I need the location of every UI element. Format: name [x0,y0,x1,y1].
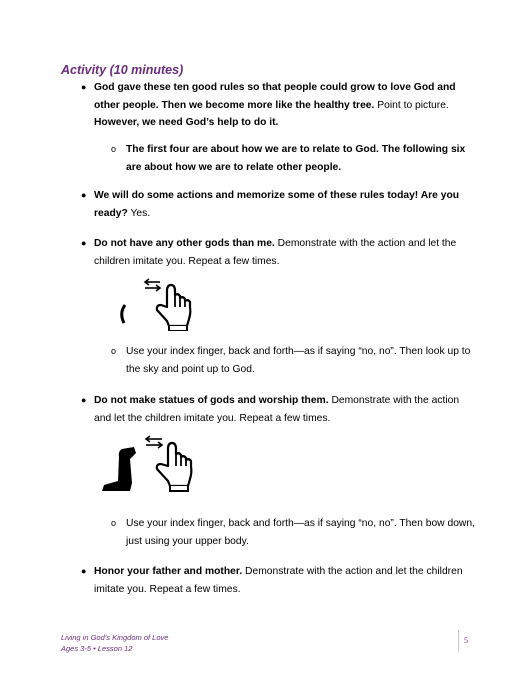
item-text: Yes. [127,207,151,219]
list-item [126,515,476,550]
bullet-icon: ● [81,82,87,92]
list-item [94,563,474,598]
item-text: Demonstrate with the action and let the children imitate you. Repeat a few times. [94,395,460,424]
bowing-figure-finger-wag-icon [100,433,195,493]
bullet-icon: ● [81,395,87,405]
item-bold-text: Do not make statues of gods and worship them. [94,395,329,406]
sub-bullet-icon: o [111,518,117,528]
item-text: Point to picture. [374,99,449,111]
item-bold-text: However, we need God’s help to do it. [94,117,279,128]
item-text: Use your index finger, back and forth—as if saying “no, no”. Then bow down, just using your upper body. [126,518,475,547]
bullet-icon: ● [81,238,87,248]
sub-bullet-icon: o [111,346,117,356]
list-item [126,343,471,378]
list-item [94,187,479,222]
item-bold-text: Honor your father and mother. [94,566,243,577]
activity-heading: Activity (10 minutes) [61,63,184,77]
list-item [94,79,474,132]
item-text: Demonstrate with the action and let the children imitate you. Repeat a few times. [94,238,457,267]
list-item [126,141,471,176]
footer-title: Living in God’s Kingdom of Love [61,633,169,642]
item-bold-text: Do not have any other gods than me. [94,238,275,249]
footer-divider [458,630,459,652]
item-text: Demonstrate with the action and let the children imitate you. Repeat a few times. [94,566,463,595]
pointing-finger-wag-icon [115,277,195,331]
bullet-icon: ● [81,190,87,200]
sub-bullet-icon: o [111,144,117,154]
page-number: 5 [464,636,468,645]
item-text: Use your index finger, back and forth—as if saying “no, no”. Then look up to the sky and point up to God. [126,346,471,375]
list-item [94,392,474,427]
footer-subtitle: Ages 3-5 • Lesson 12 [61,644,133,653]
item-bold-text: God gave these ten good rules so that people could grow to love God and other people. Then we become more like the healthy tree. [94,82,456,111]
list-item [94,235,474,270]
item-bold-text: We will do some actions and memorize some of these rules today! Are you ready? [94,190,460,219]
bullet-icon: ● [81,566,87,576]
page-footer [61,632,168,654]
item-bold-text: The first four are about how we are to relate to God. The following six are about how we are to relate other people. [126,144,466,173]
